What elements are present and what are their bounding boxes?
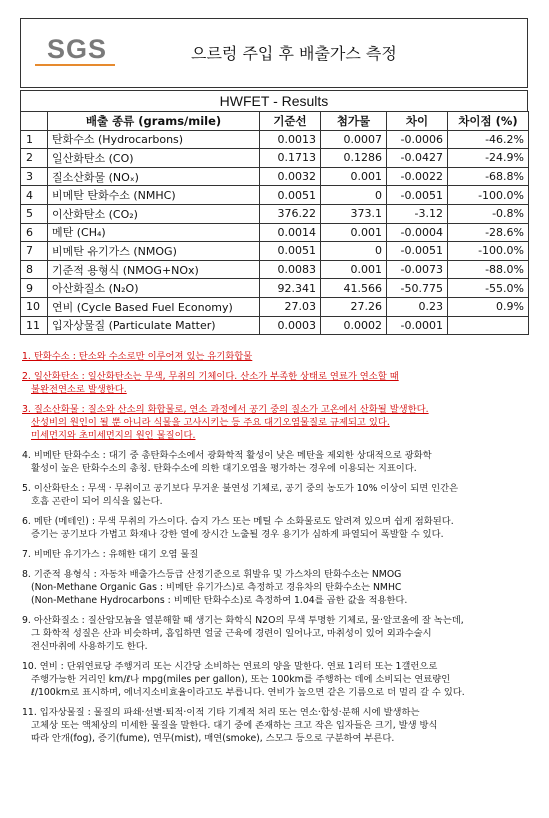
footnote-line: 5. 이산화탄소 : 무색 · 무취이고 공기보다 무거운 불연성 기체로, 공기 중의 농도가 10% 이상이 되면 인간은 xyxy=(22,483,459,494)
difference-value: 0.23 xyxy=(387,297,448,316)
footnote-line: 9. 아산화질소 : 질산암모늄을 열분해할 때 생기는 화학식 N2O의 무색 투명한 기체로, 물·알코올에 잘 녹는데, xyxy=(22,615,464,626)
baseline-value: 92.341 xyxy=(260,279,321,298)
table-row xyxy=(21,316,529,335)
difference-pct-value: -100.0% xyxy=(448,186,529,205)
row-index: 2 xyxy=(21,149,48,168)
table-row xyxy=(21,242,529,261)
emission-name: 일산화탄소 (CO) xyxy=(48,149,260,168)
table-title: HWFET - Results xyxy=(20,90,528,111)
baseline-value: 0.0051 xyxy=(260,242,321,261)
footnote-line: 주행가능한 거리인 km/ℓ나 mpg(miles per gallon), 또는 100km를 주행하는 데에 소비되는 연료량인 xyxy=(31,674,451,685)
logo-accent-line xyxy=(35,64,115,66)
footnote-line: 8. 기준적 용형식 : 자동차 배출가스등급 산정기준으로 휘발유 및 가스차의 탄화수소는 NMOG xyxy=(22,569,402,580)
difference-value: -0.0427 xyxy=(387,149,448,168)
difference-value: -0.0004 xyxy=(387,223,448,242)
difference-value: -50.775 xyxy=(387,279,448,298)
difference-value: -0.0073 xyxy=(387,260,448,279)
baseline-value: 0.0032 xyxy=(260,167,321,186)
footnote-line: 미세먼지와 초미세먼지의 원인 물질이다. xyxy=(31,430,196,441)
footnote-line: 호흡 곤란이 되어 의식을 잃는다. xyxy=(31,496,163,507)
emission-name: 비메탄 탄화수소 (NMHC) xyxy=(48,186,260,205)
emission-name: 입자상물질 (Particulate Matter) xyxy=(48,316,260,335)
baseline-value: 27.03 xyxy=(260,297,321,316)
difference-value: -0.0051 xyxy=(387,186,448,205)
additive-value: 373.1 xyxy=(321,204,387,223)
footnote-line: 따라 안개(fog), 증기(fume), 연무(mist), 매연(smoke), 스모그 등으로 구분하여 부른다. xyxy=(31,733,395,744)
footnote-item xyxy=(22,482,532,508)
row-index: 9 xyxy=(21,279,48,298)
row-index: 7 xyxy=(21,242,48,261)
logo-text: SGS xyxy=(47,34,108,64)
table-row xyxy=(21,279,529,298)
footnote-item xyxy=(22,403,532,442)
table-row xyxy=(21,260,529,279)
difference-value: -0.0051 xyxy=(387,242,448,261)
document-header xyxy=(20,18,528,88)
table-row xyxy=(21,149,529,168)
col-header-emission-type: 배출 종류 (grams/mile) xyxy=(48,112,260,131)
sgs-logo xyxy=(35,29,117,75)
footnote-line: 10. 연비 : 단위연료당 주행거리 또는 시간당 소비하는 연료의 양을 말한다. 연료 1리터 또는 1갤런으로 xyxy=(22,661,438,672)
footnotes xyxy=(22,350,532,752)
row-index: 5 xyxy=(21,204,48,223)
row-index: 10 xyxy=(21,297,48,316)
footnote-line: 7. 비메탄 유기가스 : 유해한 대기 오염 물질 xyxy=(22,549,199,560)
footnote-item xyxy=(22,568,532,607)
results-table xyxy=(20,111,529,335)
difference-pct-value: -100.0% xyxy=(448,242,529,261)
baseline-value: 0.0003 xyxy=(260,316,321,335)
difference-pct-value: -0.8% xyxy=(448,204,529,223)
footnote-line: 4. 비메탄 탄화수소 : 대기 중 총탄화수소에서 광화학적 활성이 낮은 메탄을 제외한 상대적으로 광화학 xyxy=(22,450,432,461)
difference-pct-value: -68.8% xyxy=(448,167,529,186)
table-row xyxy=(21,204,529,223)
row-index: 8 xyxy=(21,260,48,279)
page-title: 으르렁 주입 후 배출가스 측정 xyxy=(191,44,397,63)
emission-name: 메탄 (CH₄) xyxy=(48,223,260,242)
emission-name: 탄화수소 (Hydrocarbons) xyxy=(48,130,260,149)
emission-name: 아산화질소 (N₂O) xyxy=(48,279,260,298)
footnote-line: 1. 탄화수소 : 탄소와 수소로만 이루어져 있는 유기화합물 xyxy=(22,351,253,362)
footnote-line: 3. 질소산화물 : 질소와 산소의 화합물로, 연소 과정에서 공기 중의 질소가 고온에서 산화될 발생한다. xyxy=(22,404,429,415)
difference-pct-value: -46.2% xyxy=(448,130,529,149)
footnote-line: 산성비의 원인이 될 뿐 아니라 식물을 고사시키는 등 주요 대기오염물질로 규제되고 있다. xyxy=(31,417,390,428)
table-row xyxy=(21,297,529,316)
additive-value: 41.566 xyxy=(321,279,387,298)
additive-value: 0 xyxy=(321,242,387,261)
additive-value: 0.0007 xyxy=(321,130,387,149)
footnote-line: (Non-Methane Organic Gas : 비메탄 유기가스)로 측정하고 경유차의 탄화수소는 NMHC xyxy=(31,582,402,593)
difference-value: -0.0006 xyxy=(387,130,448,149)
difference-pct-value: -55.0% xyxy=(448,279,529,298)
difference-value: -0.0022 xyxy=(387,167,448,186)
footnote-line: 2. 일산화탄소 : 일산화탄소는 무색, 무취의 기체이다. 산소가 부족한 상태로 연료가 연소할 때 xyxy=(22,371,399,382)
emission-name: 기준적 용형식 (NMOG+NOx) xyxy=(48,260,260,279)
table-row xyxy=(21,186,529,205)
baseline-value: 0.0013 xyxy=(260,130,321,149)
additive-value: 27.26 xyxy=(321,297,387,316)
baseline-value: 0.0051 xyxy=(260,186,321,205)
difference-value: -0.0001 xyxy=(387,316,448,335)
difference-pct-value: 0.9% xyxy=(448,297,529,316)
table-row xyxy=(21,223,529,242)
footnote-line: (Non-Methane Hydrocarbons : 비메탄 탄화수소)로 측정하여 1.04를 곱한 값을 적용한다. xyxy=(31,595,408,606)
table-row xyxy=(21,130,529,149)
footnote-line: 11. 입자상물질 : 물질의 파쇄·선별·퇴적·이적 기타 기계적 처리 또는 연소·합성·분해 시에 발생하는 xyxy=(22,707,420,718)
results-table-container xyxy=(20,90,528,335)
footnote-item xyxy=(22,548,532,561)
additive-value: 0.001 xyxy=(321,223,387,242)
footnote-line: 그 화학적 성질은 산과 비슷하며, 흡입하면 얼굴 근육에 경련이 일어나고, 마취성이 있어 외과수술시 xyxy=(31,628,432,639)
col-header-baseline: 기준선 xyxy=(260,112,321,131)
additive-value: 0.1286 xyxy=(321,149,387,168)
baseline-value: 0.1713 xyxy=(260,149,321,168)
footnote-line: ℓ/100km로 표시하며, 에너지소비효율이라고도 부릅니다. 연비가 높으면 같은 기름으로 더 멀리 갈 수 있다. xyxy=(31,687,465,698)
footnote-line: 증기는 공기보다 가볍고 화재나 강한 열에 장시간 노출될 경우 용기가 심하게 파열되어 폭발할 수 있다. xyxy=(31,529,444,540)
difference-pct-value: -24.9% xyxy=(448,149,529,168)
difference-pct-value: -88.0% xyxy=(448,260,529,279)
col-header-index xyxy=(21,112,48,131)
footnote-item xyxy=(22,515,532,541)
additive-value: 0.0002 xyxy=(321,316,387,335)
difference-pct-value: -28.6% xyxy=(448,223,529,242)
row-index: 6 xyxy=(21,223,48,242)
footnote-item xyxy=(22,350,532,363)
footnote-item xyxy=(22,370,532,396)
footnote-line: 고체상 또는 액체상의 미세한 물질을 말한다. 대기 중에 존재하는 크고 작은 입자들은 크기, 발생 방식 xyxy=(31,720,438,731)
footnote-line: 불완전연소로 발생한다. xyxy=(31,384,127,395)
emission-name: 연비 (Cycle Based Fuel Economy) xyxy=(48,297,260,316)
difference-pct-value xyxy=(448,316,529,335)
col-header-difference: 차이 xyxy=(387,112,448,131)
footnote-item xyxy=(22,706,532,745)
emission-name: 이산화탄소 (CO₂) xyxy=(48,204,260,223)
baseline-value: 0.0083 xyxy=(260,260,321,279)
additive-value: 0.001 xyxy=(321,167,387,186)
emission-name: 질소산화물 (NOₓ) xyxy=(48,167,260,186)
row-index: 1 xyxy=(21,130,48,149)
footnote-item xyxy=(22,449,532,475)
baseline-value: 376.22 xyxy=(260,204,321,223)
difference-value: -3.12 xyxy=(387,204,448,223)
footnote-line: 전신마취에 사용하기도 한다. xyxy=(31,641,148,652)
table-header-row xyxy=(21,112,529,131)
col-header-additive: 첨가물 xyxy=(321,112,387,131)
emission-name: 비메탄 유기가스 (NMOG) xyxy=(48,242,260,261)
row-index: 11 xyxy=(21,316,48,335)
row-index: 4 xyxy=(21,186,48,205)
footnote-line: 6. 메탄 (메테인) : 무색 무취의 가스이다. 습지 가스 또는 메틸 수 소화물로도 알려져 있으며 쉽게 점화된다. xyxy=(22,516,454,527)
footnote-item xyxy=(22,660,532,699)
footnote-item xyxy=(22,614,532,653)
additive-value: 0 xyxy=(321,186,387,205)
table-row xyxy=(21,167,529,186)
row-index: 3 xyxy=(21,167,48,186)
additive-value: 0.001 xyxy=(321,260,387,279)
baseline-value: 0.0014 xyxy=(260,223,321,242)
col-header-difference-pct: 차이점 (%) xyxy=(448,112,529,131)
footnote-line: 활성이 높은 탄화수소의 총칭. 탄화수소에 의한 대기오염을 평가하는 경우에 이용되는 지표이다. xyxy=(31,463,417,474)
